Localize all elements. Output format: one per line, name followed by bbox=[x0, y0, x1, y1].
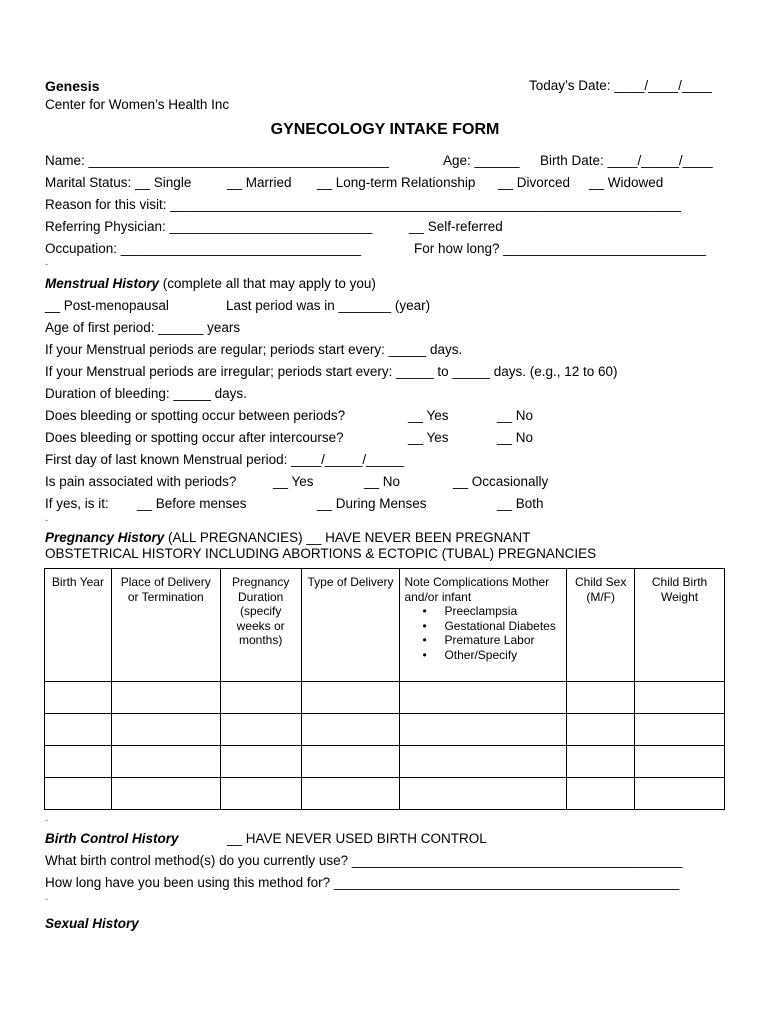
separator: - bbox=[45, 894, 48, 904]
regular-period-field[interactable]: If your Menstrual periods are regular; periods start every: _____ days. bbox=[45, 342, 463, 357]
table-cell[interactable] bbox=[400, 778, 567, 810]
col-type-of-delivery: Type of Delivery bbox=[301, 569, 400, 682]
table-cell[interactable] bbox=[301, 778, 400, 810]
table-cell[interactable] bbox=[635, 746, 725, 778]
table-cell[interactable] bbox=[301, 714, 400, 746]
menstrual-heading-note: (complete all that may apply to you) bbox=[159, 276, 376, 291]
table-cell[interactable] bbox=[45, 682, 112, 714]
table-cell[interactable] bbox=[635, 682, 725, 714]
table-row bbox=[45, 682, 725, 714]
bleeding-after-no-option[interactable]: __ No bbox=[497, 430, 534, 445]
table-cell[interactable] bbox=[400, 714, 567, 746]
bleeding-duration-field[interactable]: Duration of bleeding: _____ days. bbox=[45, 386, 247, 401]
table-cell[interactable] bbox=[111, 714, 220, 746]
marital-divorced-option[interactable]: __ Divorced bbox=[498, 175, 571, 190]
table-cell[interactable] bbox=[567, 714, 635, 746]
col-child-sex: Child Sex (M/F) bbox=[567, 569, 635, 682]
org-subtitle: Center for Women’s Health Inc bbox=[45, 97, 230, 112]
table-row bbox=[45, 746, 725, 778]
table-cell[interactable] bbox=[220, 746, 301, 778]
table-cell[interactable] bbox=[635, 714, 725, 746]
col-birth-year: Birth Year bbox=[45, 569, 112, 682]
table-cell[interactable] bbox=[567, 778, 635, 810]
table-cell[interactable] bbox=[567, 746, 635, 778]
col-complications: Note Complications Mother and/or infant • Preeclampsia • Gestational Diabetes • Premature Labor • Other/Specify bbox=[400, 569, 567, 682]
todays-date-field[interactable]: Today’s Date: ____/____/____ bbox=[529, 78, 712, 93]
age-field[interactable]: Age: ______ bbox=[443, 153, 520, 168]
pregnancy-heading-title: Pregnancy History bbox=[45, 530, 165, 545]
birth-control-heading: Birth Control History bbox=[45, 831, 179, 846]
pain-before-menses-option[interactable]: __ Before menses bbox=[137, 496, 247, 511]
never-used-birth-control-option[interactable]: __ HAVE NEVER USED BIRTH CONTROL bbox=[227, 831, 487, 846]
bleeding-between-question: Does bleeding or spotting occur between periods? bbox=[45, 408, 346, 423]
pain-occasionally-option[interactable]: __ Occasionally bbox=[453, 474, 549, 489]
menstrual-heading-title: Menstrual History bbox=[45, 276, 160, 291]
self-referred-option[interactable]: __ Self-referred bbox=[409, 219, 503, 234]
name-field[interactable]: Name: ________________________________________ bbox=[45, 153, 389, 168]
table-cell[interactable] bbox=[220, 714, 301, 746]
col-pregnancy-duration: Pregnancy Duration (specify weeks or months) bbox=[220, 569, 301, 682]
complications-list bbox=[400, 604, 566, 662]
pain-question: Is pain associated with periods? bbox=[45, 474, 237, 489]
table-cell[interactable] bbox=[45, 746, 112, 778]
reason-for-visit-field[interactable]: Reason for this visit: ____________________________________________________________________ bbox=[45, 197, 681, 212]
list-item: • Preeclampsia bbox=[422, 604, 566, 619]
table-cell[interactable] bbox=[400, 746, 567, 778]
table-cell[interactable] bbox=[301, 746, 400, 778]
pregnancy-table-header bbox=[45, 569, 725, 682]
referring-physician-field[interactable]: Referring Physician: ___________________________ bbox=[45, 219, 373, 234]
birth-date-field[interactable]: Birth Date: ____/_____/____ bbox=[540, 153, 713, 168]
separator: - bbox=[45, 259, 48, 269]
age-first-period-field[interactable]: Age of first period: ______ years bbox=[45, 320, 241, 335]
separator: - bbox=[45, 515, 48, 525]
never-pregnant-option[interactable]: (ALL PREGNANCIES) __ HAVE NEVER BEEN PREGNANT bbox=[164, 530, 531, 545]
birth-control-duration-field[interactable]: How long have you been using this method for? ______________________________________________ bbox=[45, 875, 680, 890]
bleeding-after-question: Does bleeding or spotting occur after intercourse? bbox=[45, 430, 344, 445]
bleeding-between-yes-option[interactable]: __ Yes bbox=[408, 408, 449, 423]
menstrual-heading bbox=[45, 276, 376, 292]
pain-timing-label: If yes, is it: bbox=[45, 496, 109, 511]
table-row bbox=[45, 778, 725, 810]
irregular-period-field[interactable]: If your Menstrual periods are irregular; periods start every: _____ to _____ days. (e.g., 12 to 60) bbox=[45, 364, 618, 379]
org-name: Genesis bbox=[45, 78, 100, 94]
col-place-of-delivery: Place of Delivery or Termination bbox=[111, 569, 220, 682]
sexual-history-heading: Sexual History bbox=[45, 916, 139, 931]
marital-married-option[interactable]: __ Married bbox=[227, 175, 292, 190]
pregnancy-table bbox=[44, 568, 725, 810]
table-cell[interactable] bbox=[567, 682, 635, 714]
pain-both-option[interactable]: __ Both bbox=[497, 496, 544, 511]
marital-long-term-option[interactable]: __ Long-term Relationship bbox=[317, 175, 476, 190]
table-cell[interactable] bbox=[301, 682, 400, 714]
table-row bbox=[45, 714, 725, 746]
form-title: GYNECOLOGY INTAKE FORM bbox=[270, 121, 500, 138]
marital-single-option[interactable]: Marital Status: __ Single bbox=[45, 175, 192, 190]
occupation-duration-field[interactable]: For how long? ___________________________ bbox=[414, 241, 707, 256]
separator: - bbox=[45, 815, 48, 825]
table-cell[interactable] bbox=[111, 746, 220, 778]
table-cell[interactable] bbox=[111, 682, 220, 714]
list-item: • Gestational Diabetes bbox=[422, 619, 566, 634]
last-period-year-field[interactable]: Last period was in _______ (year) bbox=[226, 298, 431, 313]
pain-during-menses-option[interactable]: __ During Menses bbox=[317, 496, 427, 511]
table-cell[interactable] bbox=[220, 682, 301, 714]
table-cell[interactable] bbox=[45, 714, 112, 746]
marital-widowed-option[interactable]: __ Widowed bbox=[589, 175, 664, 190]
bleeding-after-yes-option[interactable]: __ Yes bbox=[408, 430, 449, 445]
post-menopausal-option[interactable]: __ Post-menopausal bbox=[45, 298, 169, 313]
pain-yes-option[interactable]: __ Yes bbox=[273, 474, 314, 489]
table-cell[interactable] bbox=[635, 778, 725, 810]
occupation-field[interactable]: Occupation: ________________________________ bbox=[45, 241, 362, 256]
last-period-date-field[interactable]: First day of last known Menstrual period: ____/_____/_____ bbox=[45, 452, 404, 467]
table-cell[interactable] bbox=[45, 778, 112, 810]
pain-no-option[interactable]: __ No bbox=[364, 474, 401, 489]
table-cell[interactable] bbox=[111, 778, 220, 810]
birth-control-method-field[interactable]: What birth control method(s) do you currently use? ____________________________________________ bbox=[45, 853, 683, 868]
list-item: • Other/Specify bbox=[422, 648, 566, 663]
obstetrical-subheading: OBSTETRICAL HISTORY INCLUDING ABORTIONS & ECTOPIC (TUBAL) PREGNANCIES bbox=[45, 546, 597, 561]
table-cell[interactable] bbox=[400, 682, 567, 714]
list-item: • Premature Labor bbox=[422, 633, 566, 648]
table-cell[interactable] bbox=[220, 778, 301, 810]
pregnancy-heading bbox=[45, 530, 530, 546]
bleeding-between-no-option[interactable]: __ No bbox=[497, 408, 534, 423]
col-child-birth-weight: Child Birth Weight bbox=[635, 569, 725, 682]
